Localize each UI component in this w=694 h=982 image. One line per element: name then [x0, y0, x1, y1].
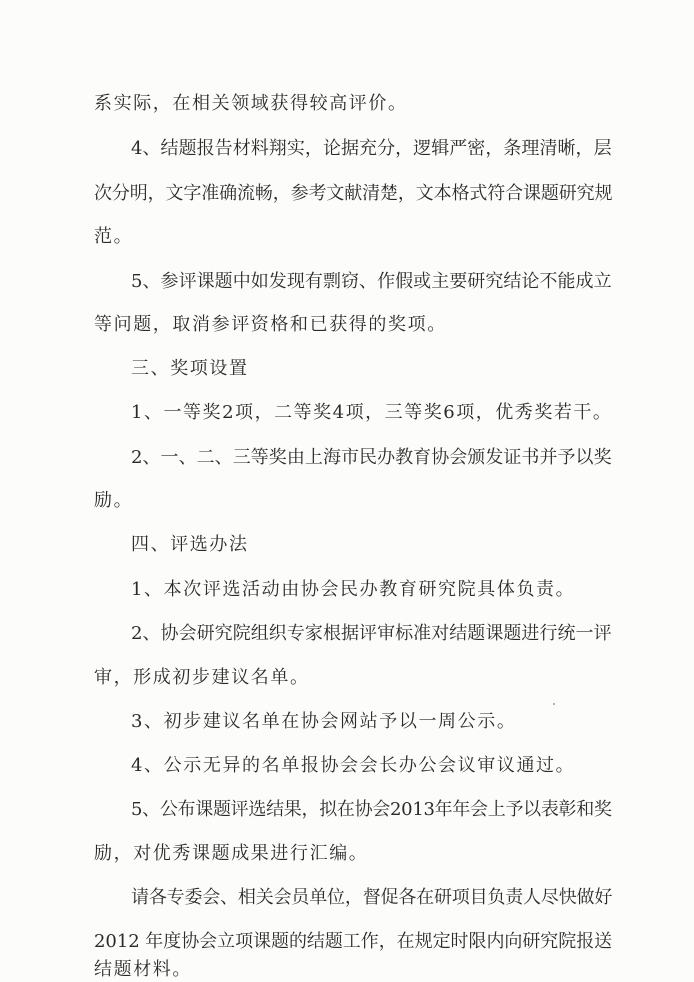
text-line: 结题材料。: [94, 959, 192, 980]
text-line: 2、协会研究院组织专家根据评审标准对结题课题进行统一评: [131, 623, 612, 644]
text-line: 1、本次评选活动由协会民办教育研究院具体负责。: [131, 579, 576, 600]
text-line: 1、一等奖2项，二等奖4项，三等奖6项，优秀奖若干。: [131, 402, 613, 423]
text-line: 等问题，取消参评资格和已获得的奖项。: [94, 314, 447, 335]
text-line: 4、公示无异的名单报协会会长办公会议审议通过。: [131, 755, 576, 776]
text-line: 5、参评课题中如发现有剽窃、作假或主要研究结论不能成立: [131, 271, 612, 292]
scan-speck: [553, 703, 555, 705]
text-line: 2012 年度协会立项课题的结题工作，在规定时限内向研究院报送: [94, 931, 613, 952]
text-line: 审，形成初步建议名单。: [94, 667, 310, 688]
text-line: 励。: [94, 490, 134, 511]
text-line: 励，对优秀课题成果进行汇编。: [94, 843, 369, 864]
text-line: 4、结题报告材料翔实，论据充分，逻辑严密，条理清晰，层: [131, 138, 612, 159]
text-line: 2、一、二、三等奖由上海市民办教育协会颁发证书并予以奖: [131, 447, 612, 468]
text-line: 3、初步建议名单在协会网站予以一周公示。: [131, 711, 517, 732]
text-line: 请各专委会、相关会员单位，督促各在研项目负责人尽快做好: [131, 887, 613, 908]
text-line: 范。: [94, 226, 134, 247]
text-line: 次分明，文字准确流畅，参考文献清楚，文本格式符合课题研究规: [94, 183, 613, 204]
text-line: 5、公布课题评选结果，拟在协会2013年年会上予以表彰和奖: [131, 799, 612, 820]
section-heading: 四、评选办法: [131, 534, 249, 555]
section-heading: 三、奖项设置: [131, 358, 249, 379]
text-line: 系实际，在相关领域获得较高评价。: [94, 93, 408, 114]
